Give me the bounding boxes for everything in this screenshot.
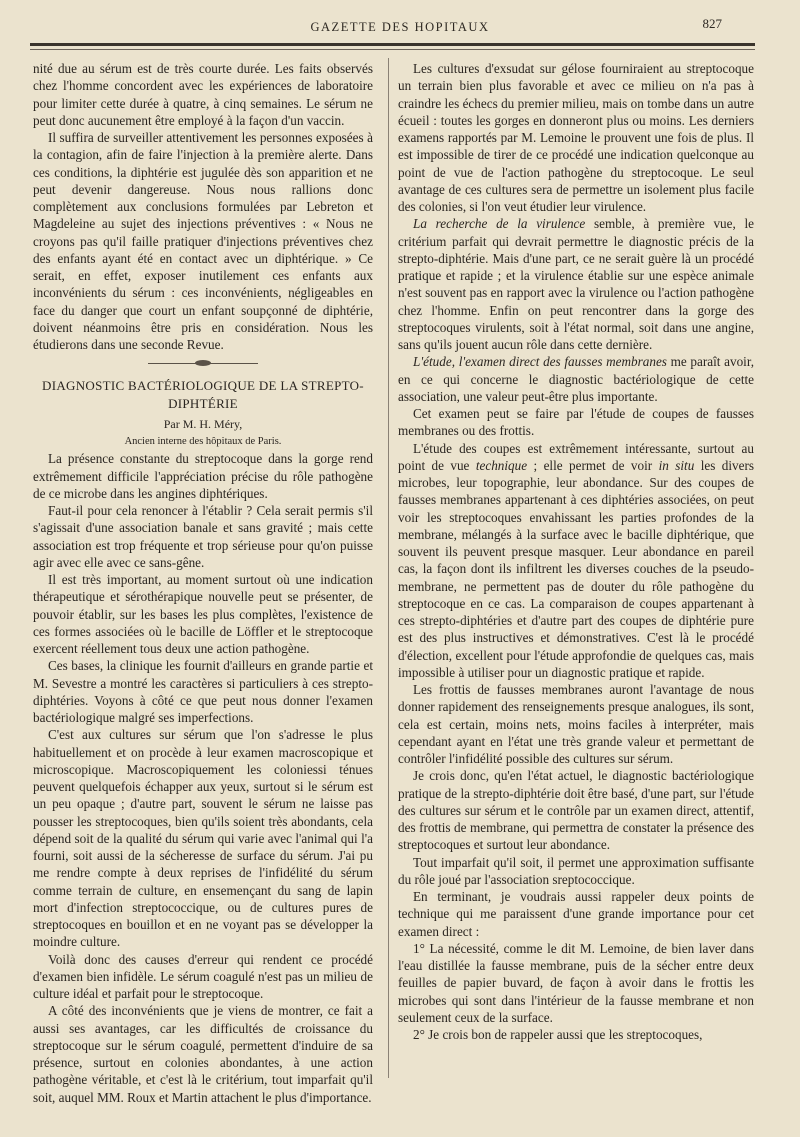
paragraph: C'est aux cultures sur sérum que l'on s'adresse le plus habituellement et on procède à leur examen macroscopique et microscopique. Macroscopiquement les coloniessi ténues peuvent quelquefois échapper aux yeux, surtout si le sérum est un peu opaque ; d'autre part, souvent le sérum ne laisse pas pousser les streptocoques, bien qu'ils soient très abondants, cela dépend soit de la qualité du sérum qui varie avec l'animal qui l'a fourni, soit aussi de la sécheresse de surface du sérum. J'ai pu me rendre compte à deux reprises de l'infidélité du sérum comme terrain de culture, en ensemençant du sang de lapin mort d'infection streptococcique, ou de cultures pures de streptocoques en bouillon et en ne voyant pas se développer la moindre culture. [33, 727, 373, 950]
paragraph: Faut-il pour cela renoncer à l'établir ? Cela serait permis s'il s'agissait d'une association banale et sans gravité ; mais cette association est trop fréquente et trop sérieuse pour qu'on puisse agir avec elle avec ce sans-gêne. [33, 503, 373, 570]
section-divider [33, 357, 373, 371]
article-title: DIAGNOSTIC BACTÉRIOLOGIQUE DE LA STREPTO-DIPHTÉRIE [42, 378, 364, 411]
paragraph [398, 440, 754, 682]
header-rule-thick [30, 43, 755, 46]
paragraph: Il suffira de surveiller attentivement les personnes exposées à la contagion, afin de faire l'injection à la première alerte. Dans ces conditions, la diphtérie est jugulée dès son apparition et ne peut devenir dangereuse. Nous nous rallions donc complètement aux conclusions formulées par Lebreton et Magdeleine au sujet des injections préventives : « Nous ne croyons pas qu'il faille pratiquer d'injections préventives chez des enfants ayant été en contact avec un diphtérique. » Ce serait, en effet, exposer inutilement ces enfants aux inconvénients du sérum : ces inconvénients, négligeables en face du danger que court un enfant soupçonné de diphtérie, doivent néanmoins être pris en considération. Nous les étudierons dans une seconde Revue. [33, 130, 373, 352]
paragraph: Ces bases, la clinique les fournit d'ailleurs en grande partie et M. Sevestre a montré les caractères si particuliers à ces strepto-diphtéries. Voyons à côté ce que peut nous donner l'examen bactériologique malgré ses imperfections. [33, 658, 373, 725]
author-role: Ancien interne des hôpitaux de Paris. [124, 436, 282, 447]
running-title: GAZETTE DES HOPITAUX [310, 20, 490, 34]
paragraph-text: me paraît avoir, en ce qui concerne le diagnostic bactériologique de cette association, une valeur peut-être plus importante. [398, 354, 755, 404]
paragraph: Les cultures d'exsudat sur gélose fourniraient au streptocoque un terrain bien plus favorable et avec ce milieu on n'a pas à craindre les échecs du premier milieu, mais on tombe dans un autre écueil : toutes les gorges en donneront plus ou moins. Les derniers examens rapportés par M. Lemoine le prouvent une fois de plus. Il est impossible de tirer de ce procédé une indication quelconque au point de vue de l'action pathogène du streptocoque. Le seul avantage de ces cultures sera de permettre un isolement plus facile des colonies, si l'on veut étudier leur virulence. [398, 61, 754, 214]
paragraph: nité due au sérum est de très courte durée. Les faits observés chez l'homme concordent avec les expériences de laboratoire pour limiter cette durée à quatre, à cinq semaines. Le sérum ne peut donc aucunement être employé à la façon d'un vaccin. [33, 61, 373, 128]
paragraph [398, 353, 754, 405]
header-rule-thin [30, 49, 755, 50]
column-divider [388, 58, 389, 1078]
italic-phrase: La recherche de la virulence [413, 216, 586, 232]
italic-phrase: L'étude, l'examen direct des fausses membranes [413, 354, 667, 370]
page-number: 827 [702, 16, 722, 31]
author-byline: Par M. H. Méry, [163, 416, 243, 431]
paragraph: Je crois donc, qu'en l'état actuel, le diagnostic bactériologique pratique de la strepto-diphtérie doit être basé, d'une part, sur l'étude des cultures sur sérum et le contrôle par un examen direct, attentif, des frottis de membrane, qui permettra de constater la présence des streptocoques et surtout leur abondance. [398, 768, 754, 853]
paragraph: En terminant, je voudrais aussi rappeler deux points de technique qui me paraissent d'une grande importance pour cet examen direct : [398, 889, 754, 939]
italic-phrase: technique [475, 457, 528, 473]
paragraph: Il est très important, au moment surtout où une indication thérapeutique et sérothérapique nouvelle peut se présenter, de pouvoir établir, sur les bases les plus complètes, l'existence de ces formes associées où le bacille de Löffler et le streptocoque exercent réellement tous deux une action pathogène. [33, 572, 373, 656]
paragraph-text: les divers microbes, leur topographie, leur abondance. Sur des coupes de fausses membranes appartenant à ces diphtéries associées, on peut voir les streptocoques envahissant les parties profondes de la membrane, mélangés à la surface avec le bacille diphtérique, que souvent ils peuvent presque masquer. Leur abondance en pareil cas, la façon dont ils infiltrent les diverses couches de la pseudo-membrane, ne permettent pas de douter du rôle pathogène du streptocoque en ce cas. La comparaison de coupes appartenant à ces strepto-diphtéries et d'autre part des coupes de diphtérie pure est des plus instructives et démonstratives. C'est là le procédé d'élection, excellent pour l'étude approfondie de quelques cas, mais impossible à utiliser pour un diagnostic pratique et rapide. [398, 457, 754, 680]
right-column [398, 60, 754, 1043]
paragraph: Les frottis de fausses membranes auront l'avantage de nous donner rapidement des renseignements presque analogues, ils sont, cela est certain, moins nets, moins faciles à interpréter, mais cependant ayant en l'état une très grande valeur et permettant de contrôler l'infidélité possible des cultures sur sérum. [398, 682, 754, 766]
paragraph: Voilà donc des causes d'erreur qui rendent ce procédé d'examen bien infidèle. Le sérum coagulé n'est pas un milieu de culture idéal et parfait pour le streptocoque. [33, 951, 373, 1001]
paragraph: Cet examen peut se faire par l'étude de coupes de fausses membranes ou des frottis. [398, 406, 754, 439]
paragraph: Tout imparfait qu'il soit, il permet une approximation suffisante du rôle joué par l'association sreptococcique. [398, 854, 754, 887]
left-column [33, 60, 373, 1106]
paragraph: 2° Je crois bon de rappeler aussi que les streptocoques, [413, 1027, 703, 1042]
paragraph [398, 215, 754, 353]
paragraph-text: ; elle permet de voir [527, 457, 659, 473]
paragraph-text: L'étude des coupes est extrêmement intéressante, surtout au point de vue [398, 440, 754, 473]
paragraph-text: semble, à première vue, le critérium parfait qui devrait permettre le diagnostic précis de la strepto-diphtérie. Mais d'une part, ce ne serait guère là un procédé pratique et rapide ; et la virulence établie sur une espèce animale n'est souvent pas en rapport avec la virulence ou l'action pathogène chez l'homme. Enfin on peut rencontrer dans la gorge des streptocoques virulents, soit à l'état normal, soit dans une angine, sans qu'ils jouent aucun rôle dans cette dernière. [398, 216, 755, 352]
paragraph: 1° La nécessité, comme le dit M. Lemoine, de bien laver dans l'eau distillée la fausse membrane, puis de la sécher entre deux feuilles de papier buvard, de façon à avoir dans le frottis les microbes qui sont dans l'intérieur de la fausse membrane et non seulement ceux de la surface. [398, 940, 754, 1025]
paragraph: La présence constante du streptocoque dans la gorge rend extrêmement difficile l'appréciation précise du rôle pathogène de ce microbe dans les angines diphtériques. [33, 451, 373, 501]
paragraph: A côté des inconvénients que je viens de montrer, ce fait a aussi ses avantages, car les difficultés de croissance du streptocoque sur le sérum coagulé, permettent d'induire de sa présence, surtout en colonies abondantes, à une action pathogène véritable, et c'est là le critérium, tout imparfait qu'il soit, auquel MM. Roux et Martin attachent le plus d'importance. [33, 1003, 373, 1105]
italic-phrase: in situ [658, 457, 695, 473]
